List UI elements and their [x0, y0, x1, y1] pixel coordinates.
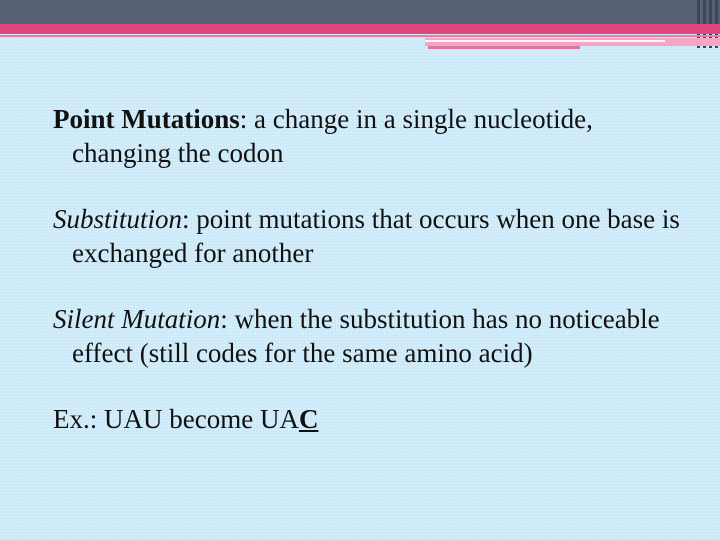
- point-mutations-paragraph: [53, 102, 693, 170]
- substitution-definition: : point mutations that occurs when one base is exchanged for another: [72, 204, 680, 268]
- substitution-paragraph: [53, 202, 693, 270]
- silent-mutation-term: Silent Mutation: [53, 304, 221, 334]
- point-mutations-term: Point Mutations: [53, 104, 240, 134]
- accent-underline: [428, 46, 580, 49]
- title-bar: [0, 0, 720, 24]
- accent-highlight: [425, 40, 665, 42]
- slide-body: [53, 102, 693, 468]
- point-mutations-definition: : a change in a single nucleotide, changing the codon: [72, 104, 593, 168]
- example-text: Ex.: UAU become UA: [53, 404, 299, 434]
- silent-mutation-paragraph: [53, 302, 693, 370]
- example-paragraph: [53, 402, 693, 436]
- silent-mutation-definition: : when the substitution has no noticeable effect (still codes for the same amino acid): [72, 304, 660, 368]
- example-highlight: C: [298, 404, 319, 434]
- accent-band: [0, 24, 720, 34]
- substitution-term: Substitution: [53, 204, 183, 234]
- accent-line: [0, 35, 720, 37]
